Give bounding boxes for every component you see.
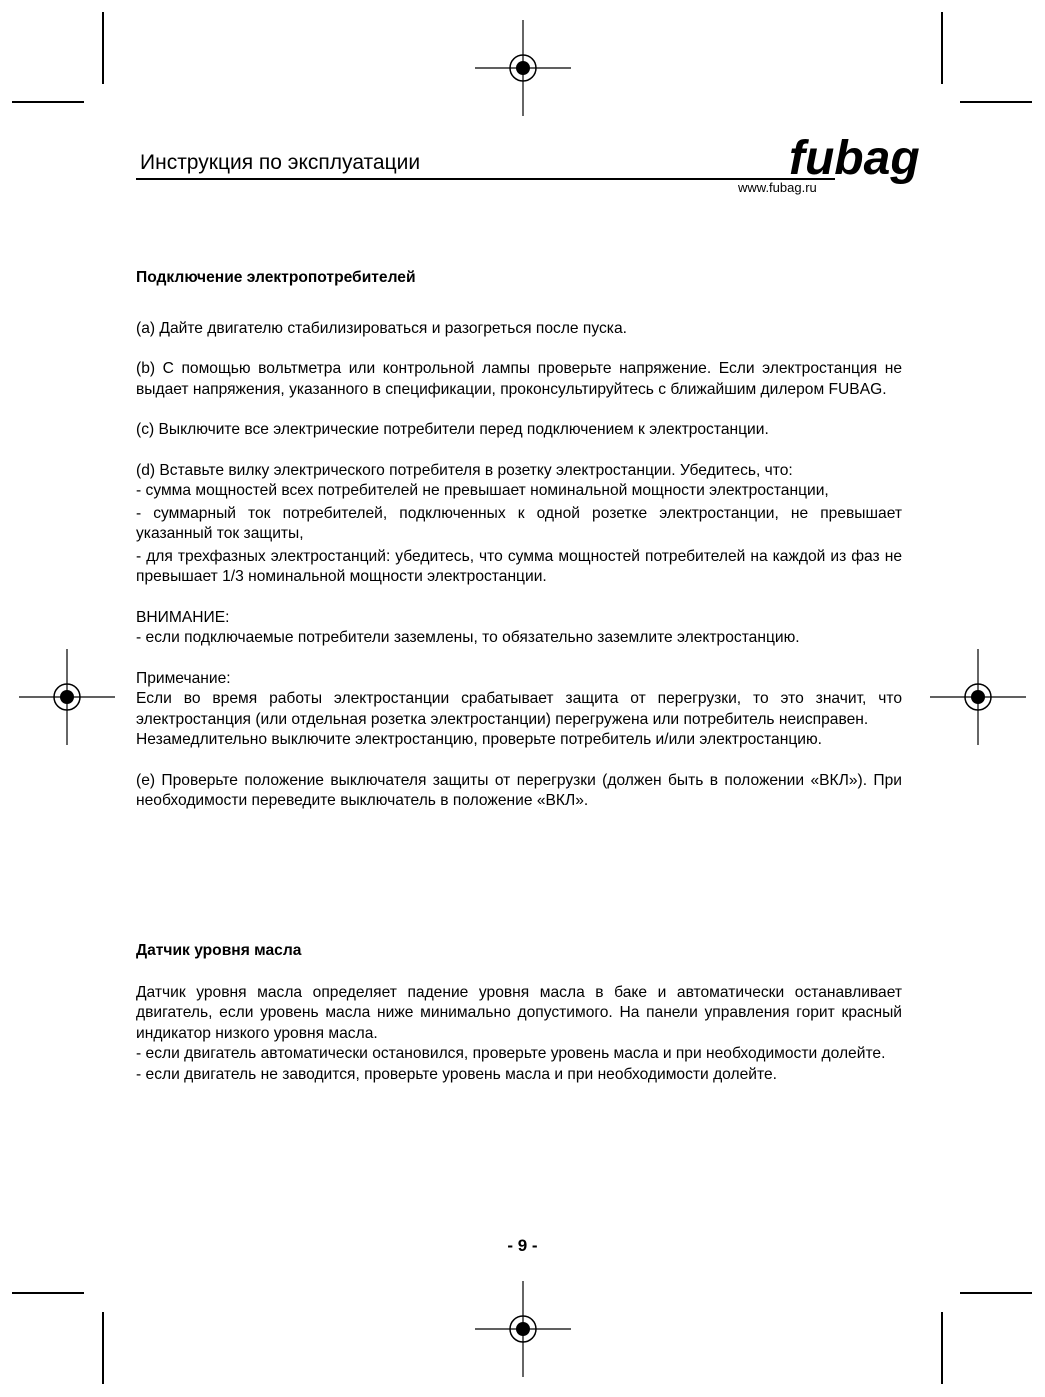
- attention-text: - если подключаемые потребители заземлены, то обязательно заземлите электростанцию.: [136, 629, 800, 646]
- section-connecting-consumers: [136, 268, 902, 812]
- oil-sensor-text: Датчик уровня масла определяет падение уровня масла в баке и автоматически останавливает двигатель, если уровень масла ниже минимально допустимого. На панели управления горит красный индикатор низкого уровня масла.: [136, 983, 902, 1042]
- list-item: - для трехфазных электростанций: убедитесь, что сумма мощностей потребителей на каждой из фаз не превышает 1/3 номинальной мощности электростанции.: [136, 547, 902, 585]
- step-c: (c) Выключите все электрические потребители перед подключением к электростанции.: [136, 421, 769, 438]
- registration-mark-right: [930, 649, 1026, 745]
- note-title: Примечание:: [136, 669, 231, 687]
- header-rule: [136, 178, 835, 180]
- list-item: - сумма мощностей всех потребителей не превышает номинальной мощности электростанции,: [136, 482, 829, 499]
- step-a: (a) Дайте двигателю стабилизироваться и разогреться после пуска.: [136, 319, 627, 337]
- crop-mark-top-right-horizontal: [960, 101, 1032, 103]
- svg-text:fubag: fubag: [789, 132, 920, 185]
- registration-mark-top: [475, 20, 571, 116]
- section-oil-level-sensor: [136, 941, 902, 1085]
- note-text: Если во время работы электростанции срабатывает защита от перегрузки, то это значит, что электростанция (или отдельная розетка электростанции) перегружена или потребитель неисправен.: [136, 690, 902, 728]
- list-item: - если двигатель не заводится, проверьте уровень масла и при необходимости долейте.: [136, 1065, 777, 1083]
- registration-mark-left: [19, 649, 115, 745]
- step-d-intro: (d) Вставьте вилку электрического потребителя в розетку электростанции. Убедитесь, что:: [136, 461, 793, 479]
- crop-mark-top-left-horizontal: [12, 101, 84, 103]
- step-e: (e) Проверьте положение выключателя защиты от перегрузки (должен быть в положении «ВКЛ»). При необходимости переведите выключатель в положение «ВКЛ».: [136, 771, 902, 809]
- crop-mark-bottom-right-horizontal: [960, 1292, 1032, 1294]
- section-heading: Подключение электропотребителей: [136, 269, 416, 286]
- page-number: - 9 -: [507, 1236, 538, 1255]
- fubag-logo: [783, 130, 920, 186]
- step-b: (b) С помощью вольтметра или контрольной лампы проверьте напряжение. Если электростанция не выдает напряжения, указанного в спецификации, проконсультируйтесь с ближайшим дилером FUBAG.: [136, 360, 902, 398]
- note-text: Незамедлительно выключите электростанцию, проверьте потребитель и/или электростанцию.: [136, 731, 823, 748]
- attention-title: ВНИМАНИЕ:: [136, 608, 230, 626]
- crop-mark-top-right-vertical: [941, 12, 943, 84]
- list-item: - суммарный ток потребителей, подключенных к одной розетке электростанции, не превышает указанный ток защиты,: [136, 504, 902, 542]
- registration-mark-bottom: [475, 1281, 571, 1377]
- crop-mark-bottom-left-horizontal: [12, 1292, 84, 1294]
- crop-mark-bottom-left-vertical: [102, 1312, 104, 1384]
- website-url: www.fubag.ru: [738, 180, 817, 195]
- list-item: - если двигатель автоматически остановился, проверьте уровень масла и при необходимости долейте.: [136, 1045, 886, 1062]
- manual-title: Инструкция по эксплуатации: [140, 151, 421, 174]
- section-heading: Датчик уровня масла: [136, 942, 302, 959]
- crop-mark-bottom-right-vertical: [941, 1312, 943, 1384]
- crop-mark-top-left-vertical: [102, 12, 104, 84]
